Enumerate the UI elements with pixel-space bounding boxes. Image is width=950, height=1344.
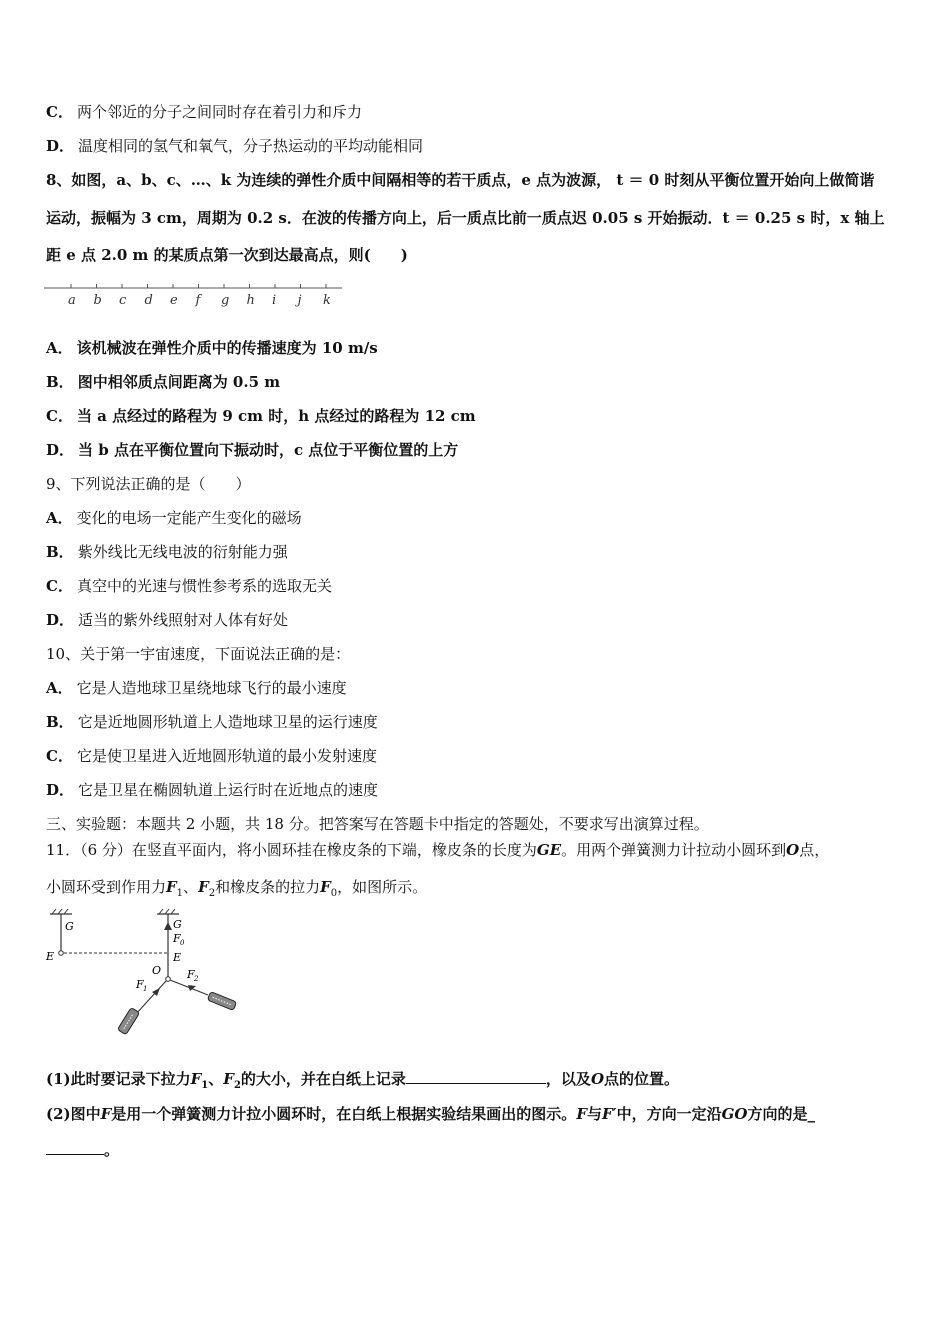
spring-scale-1: [117, 1007, 139, 1034]
option-letter: C．: [46, 747, 73, 765]
q9-stem: 9、下列说法正确的是（ ）: [46, 475, 251, 493]
q10-option-d: [46, 780, 920, 800]
q7-option-c: [46, 102, 920, 122]
ring-o: [166, 977, 171, 982]
q9-option-a: [46, 508, 920, 528]
label-f1-sub: 1: [143, 985, 148, 993]
hatch-line: [64, 909, 68, 914]
q11-line2-a: 小圆环受到作用力: [46, 878, 167, 896]
option-text: 变化的电场一定能产生变化的磁场: [76, 509, 302, 527]
q11-figure-svg: [40, 908, 250, 1040]
label-g-left: G: [65, 920, 74, 933]
point-label-e: e: [170, 293, 178, 308]
q8-medium-figure: [44, 280, 344, 314]
q11-f0-sub: 0: [330, 888, 338, 899]
q11-f1: F: [166, 878, 177, 896]
part2-f-prime: F′: [601, 1105, 617, 1123]
q11-part2: [46, 1104, 920, 1124]
point-label-i: i: [272, 293, 277, 308]
q11-stem-a: 11．（6 分）在竖直平面内，将小圆环挂在橡皮条的下端，橡皮条的长度为: [46, 841, 537, 859]
q11-stem-c: 点，: [799, 841, 830, 859]
part1-f1-sub: 1: [201, 1080, 209, 1091]
part1-d: 点的位置。: [604, 1070, 680, 1088]
q11-f1-sub: 1: [176, 888, 184, 899]
point-label-g: g: [221, 293, 230, 308]
label-f2-sub: 2: [194, 975, 199, 983]
option-letter: D．: [46, 441, 75, 459]
label-f0-sub: 0: [180, 939, 185, 947]
q11-spring-figure: [40, 908, 250, 1044]
option-text: 紫外线比无线电波的衍射能力强: [77, 543, 288, 561]
q7-option-d: [46, 136, 920, 156]
q9-option-d: [46, 610, 920, 630]
q11-part1: [46, 1069, 920, 1096]
q11-stem-line1: [46, 840, 920, 860]
label-e-right: E: [173, 951, 182, 964]
q11-f2-sub: 2: [208, 888, 216, 899]
part1-sep: 、: [208, 1070, 224, 1088]
q11-ge: GE: [536, 841, 562, 859]
q11-stem-b: 。用两个弹簧测力计拉动小圆环到: [561, 841, 787, 859]
part2-d: 中，方向一定沿: [616, 1105, 722, 1123]
q10-option-c: [46, 746, 920, 766]
hatch-line: [165, 909, 169, 914]
point-label-a: a: [68, 293, 76, 308]
q8-stem-line1: 8、如图，a、b、c、…、k 为连续的弹性介质中间隔相等的若干质点，e 点为波源， t ＝ 0 时刻从平衡位置开始向上做简谐: [46, 171, 875, 189]
q8-option-d: [46, 440, 920, 460]
part1-o: O: [590, 1070, 605, 1088]
q8-option-c: [46, 406, 920, 426]
option-letter: A．: [46, 509, 73, 527]
q11-f0: F: [320, 878, 331, 896]
answer-blank-1[interactable]: [406, 1069, 546, 1084]
option-text: 当 b 点在平衡位置向下振动时，c 点位于平衡位置的上方: [78, 441, 459, 459]
label-g-right: G: [173, 918, 182, 931]
option-letter: B．: [46, 543, 74, 561]
q10-option-a: [46, 678, 920, 698]
option-text: 它是使卫星进入近地圆形轨道的最小发射速度: [76, 747, 377, 765]
part2-c: 与: [586, 1105, 602, 1123]
part2-end: 。: [104, 1141, 120, 1159]
point-label-d: d: [144, 293, 153, 308]
option-text: 温度相同的氢气和氧气，分子热运动的平均动能相同: [78, 137, 424, 155]
answer-blank-2[interactable]: [46, 1140, 104, 1155]
section3-heading: 三、实验题：本题共 2 小题，共 18 分。把答案写在答题卡中指定的答题处，不要求写出演算过程。: [46, 815, 709, 833]
q10-stem: 10、关于第一宇宙速度，下面说法正确的是：: [46, 645, 351, 663]
label-f0: F: [173, 932, 181, 945]
label-f2: F: [187, 968, 195, 981]
f0-arrow-head: [164, 922, 172, 930]
q11-line2-c: ，如图所示。: [337, 878, 428, 896]
option-letter: C．: [46, 407, 73, 425]
part1-c: ，以及: [545, 1070, 591, 1088]
q8-option-b: [46, 372, 920, 392]
part2-e: 方向的是_: [747, 1105, 816, 1123]
q11-stem-line2: [46, 877, 920, 904]
label-f1: F: [136, 978, 144, 991]
q10-option-b: [46, 712, 920, 732]
point-label-b: b: [93, 293, 102, 308]
option-text: 它是卫星在椭圆轨道上运行时在近地点的速度: [78, 781, 379, 799]
option-letter: D．: [46, 137, 75, 155]
q8-stem-line3: 距 e 点 2.0 m 的某质点第一次到达最高点，则( ): [46, 246, 408, 264]
option-letter: D．: [46, 781, 75, 799]
point-label-k: k: [323, 293, 331, 308]
q11-line2-b: 和橡皮条的拉力: [215, 878, 321, 896]
hatch-line: [159, 909, 163, 914]
point-label-h: h: [246, 293, 255, 308]
option-text: 适当的紫外线照射对人体有好处: [78, 611, 289, 629]
option-text: 图中相邻质点间距离为 0.5 m: [77, 373, 281, 391]
part1-f1: F: [190, 1070, 202, 1088]
hatch-line: [171, 909, 175, 914]
option-letter: A．: [46, 679, 73, 697]
part1-f2-sub: 2: [233, 1080, 241, 1091]
option-text: 两个邻近的分子之间同时存在着引力和斥力: [76, 103, 362, 121]
option-letter: C．: [46, 577, 73, 595]
hatch-line: [58, 909, 62, 914]
point-label-f: f: [195, 293, 201, 308]
option-text: 真空中的光速与惯性参考系的选取无关: [76, 577, 332, 595]
option-letter: C．: [46, 103, 73, 121]
part1-b: 的大小，并在白纸上记录: [240, 1070, 406, 1088]
point-label-j: j: [297, 293, 302, 308]
q8-stem-line2: 运动，振幅为 3 cm，周期为 0.2 s．在波的传播方向上，后一质点比前一质点迟 0.05 s 开始振动．t ＝ 0.25 s 时，x 轴上: [46, 209, 885, 227]
part2-f: F: [100, 1105, 112, 1123]
part2-b: 是用一个弹簧测力计拉小圆环时，在白纸上根据实验结果画出的图示。: [111, 1105, 577, 1123]
part2-f-second: F: [576, 1105, 587, 1123]
label-o: O: [152, 964, 162, 977]
q9-option-c: [46, 576, 920, 596]
q9-option-b: [46, 542, 920, 562]
spring-scale-body: [117, 1007, 139, 1034]
option-text: 当 a 点经过的路程为 9 cm 时，h 点经过的路程为 12 cm: [76, 407, 476, 425]
option-letter: B．: [46, 373, 74, 391]
left-ring: [59, 951, 64, 956]
q11-o: O: [786, 841, 800, 859]
hatch-line: [52, 909, 56, 914]
q11-sep: 、: [183, 878, 199, 896]
part2-a: (2)图中: [46, 1105, 101, 1123]
option-letter: A．: [46, 339, 73, 357]
label-e-left: E: [46, 950, 55, 963]
q8-option-a: [46, 338, 920, 358]
spring-scale-2: [207, 992, 236, 1011]
part2-go: GO: [721, 1105, 748, 1123]
part1-f2: F: [223, 1070, 234, 1088]
option-letter: D．: [46, 611, 75, 629]
q11-f2: F: [198, 878, 209, 896]
point-label-c: c: [119, 293, 127, 308]
option-text: 它是人造地球卫星绕地球飞行的最小速度: [76, 679, 347, 697]
option-letter: B．: [46, 713, 74, 731]
q8-medium-svg: [44, 280, 344, 310]
part1-a: (1)此时要记录下拉力: [46, 1070, 191, 1088]
q11-part2-continued: [46, 1140, 920, 1160]
option-text: 它是近地圆形轨道上人造地球卫星的运行速度: [77, 713, 378, 731]
option-text: 该机械波在弹性介质中的传播速度为 10 m/s: [76, 339, 378, 357]
